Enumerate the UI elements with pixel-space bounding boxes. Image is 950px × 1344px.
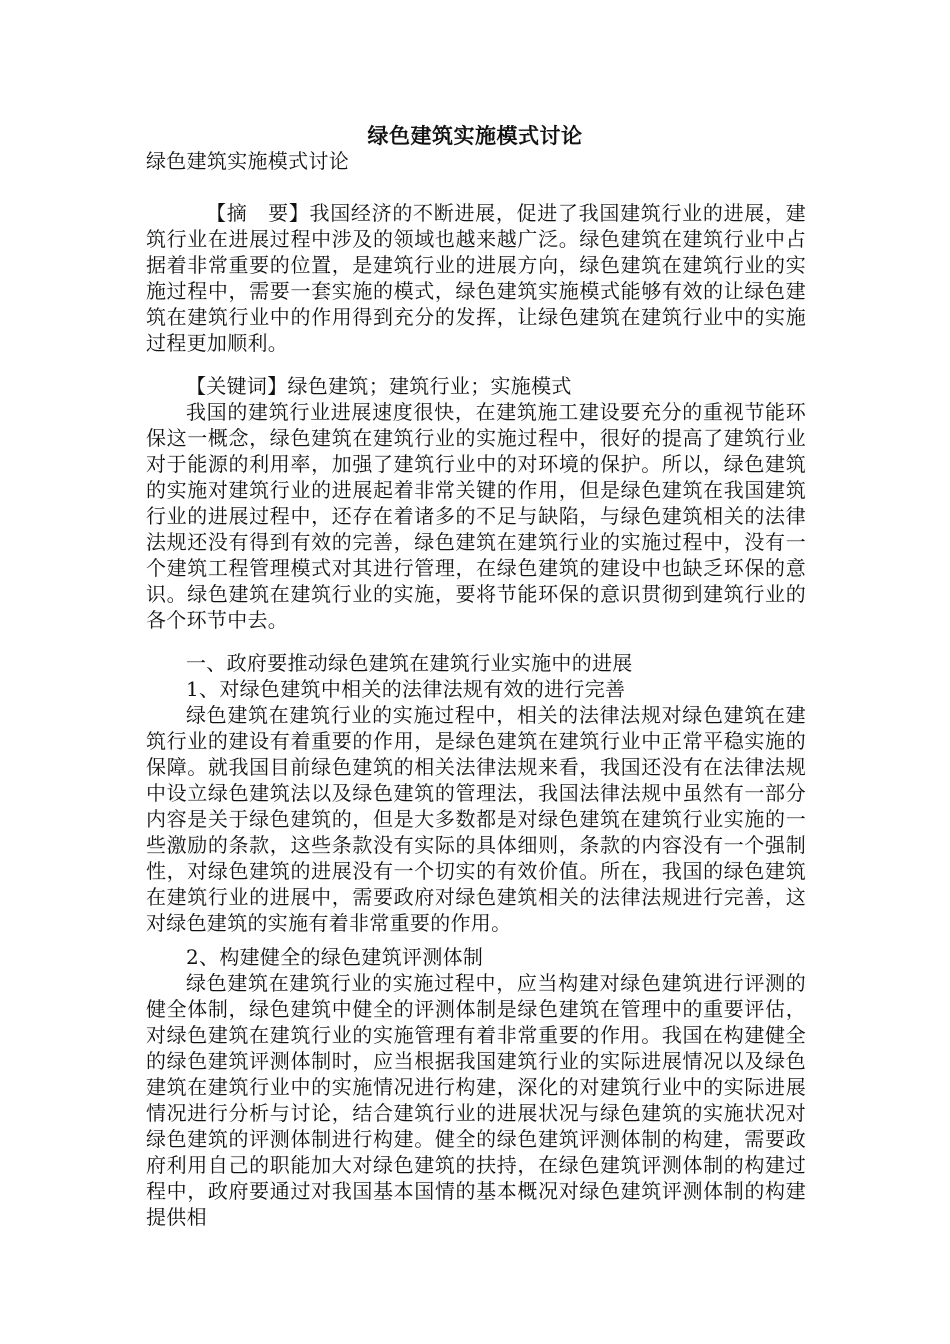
subsection-heading-1: 1、对绿色建筑中相关的法律法规有效的进行完善 xyxy=(186,677,626,701)
document-subtitle: 绿色建筑实施模式讨论 xyxy=(146,149,349,173)
document-title: 绿色建筑实施模式讨论 xyxy=(367,123,583,148)
keywords-line: 【关键词】绿色建筑；建筑行业；实施模式 xyxy=(186,374,572,398)
subsection-heading-2: 2、构建健全的绿色建筑评测体制 xyxy=(186,945,484,969)
subsection-2-paragraph: 绿色建筑在建筑行业的实施过程中，应当构建对绿色建筑进行评测的健全体制，绿色建筑中健全的评测体制是绿色建筑在管理中的重要评估，对绿色建筑在建筑行业的实施管理有着非常重要的作用。我国在构建健全的绿色建筑评测体制时，应当根据我国建筑行业的实际进展情况以及绿色建筑在建筑行业中的实施情况进行构建，深化的对建筑行业中的实际进展情况进行分析与讨论，结合建筑行业的进展状况与绿色建筑的实施状况对绿色建筑的评测体制进行构建。健全的绿色建筑评测体制的构建，需要政府利用自己的职能加大对绿色建筑的扶持，在绿色建筑评测体制的构建过程中，政府要通过对我国基本国情的基本概况对绿色建筑评测体制的构建提供相 xyxy=(146,971,806,1229)
subsection-1-paragraph: 绿色建筑在建筑行业的实施过程中，相关的法律法规对绿色建筑在建筑行业的建设有着重要的作用，是绿色建筑在建筑行业中正常平稳实施的保障。就我国目前绿色建筑的相关法律法规来看，我国还没有在法律法规中设立绿色建筑法以及绿色建筑的管理法，我国法律法规中虽然有一部分内容是关于绿色建筑的，但是大多数都是对绿色建筑在建筑行业实施的一些激励的条款，这些条款没有实际的具体细则，条款的内容没有一个强制性，对绿色建筑的进展没有一个切实的有效价值。所在，我国的绿色建筑在建筑行业的进展中，需要政府对绿色建筑相关的法律法规进行完善，这对绿色建筑的实施有着非常重要的作用。 xyxy=(146,703,806,935)
intro-paragraph: 我国的建筑行业进展速度很快，在建筑施工建设要充分的重视节能环保这一概念，绿色建筑在建筑行业的实施过程中，很好的提高了建筑行业对于能源的利用率，加强了建筑行业中的对环境的保护。所以，绿色建筑的实施对建筑行业的进展起着非常关键的作用，但是绿色建筑在我国建筑行业的进展过程中，还存在着诸多的不足与缺陷，与绿色建筑相关的法律法规还没有得到有效的完善，绿色建筑在建筑行业的实施过程中，没有一个建筑工程管理模式对其进行管理，在绿色建筑的建设中也缺乏环保的意识。绿色建筑在建筑行业的实施，要将节能环保的意识贯彻到建筑行业的各个环节中去。 xyxy=(146,400,806,632)
section-heading-1: 一、政府要推动绿色建筑在建筑行业实施中的进展 xyxy=(186,651,633,675)
abstract-paragraph: 【摘 要】我国经济的不断进展，促进了我国建筑行业的进展，建筑行业在进展过程中涉及的领域也越来越广泛。绿色建筑在建筑行业中占据着非常重要的位置，是建筑行业的进展方向，绿色建筑在建筑行业的实施过程中，需要一套实施的模式，绿色建筑实施模式能够有效的让绿色建筑在建筑行业中的作用得到充分的发挥，让绿色建筑在建筑行业中的实施过程更加顺利。 xyxy=(146,201,806,355)
